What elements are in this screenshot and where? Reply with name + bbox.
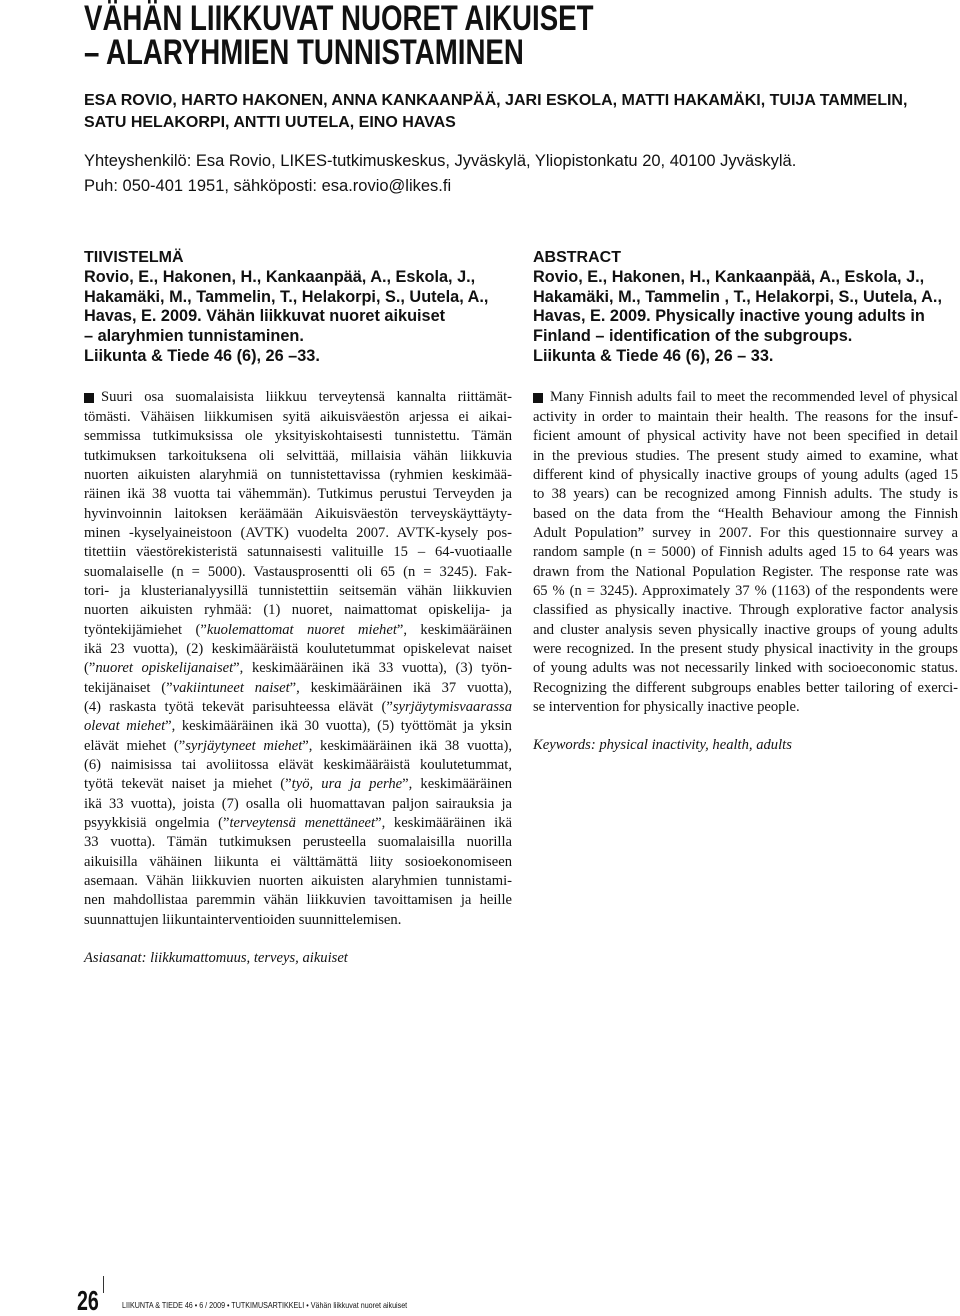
body-text-line: drawn from the National Population Register. The response rate was	[533, 563, 958, 580]
author-line: ESA ROVIO, HARTO HAKONEN, ANNA KANKAANPÄÄ, JARI ESKOLA, MATTI HAKAMÄKI, TUIJA TAMMELIN,	[84, 92, 908, 109]
body-text-line: activity in order to maintain their health. The reasons for the insuf-	[533, 408, 958, 425]
text-run: ”, keskimääräinen ikä	[375, 815, 512, 832]
contact-info	[84, 149, 796, 199]
title-line: – ALARYHMIEN TUNNISTAMINEN	[84, 33, 524, 72]
keywords: Keywords: physical inactivity, health, adults	[533, 736, 792, 753]
body-text-line: to 38 years) can be recognized among Finnish adults. The study is	[533, 486, 958, 503]
body-text-line: ficient amount of physical activity have not been specified in detail	[533, 428, 958, 445]
article-title	[84, 2, 593, 70]
citation	[533, 268, 958, 367]
body-text-line	[84, 814, 512, 833]
body-text-line: asemaan. Vähän liikkuvien nuorten aikuisten alaryhmien tunnistami-	[84, 873, 512, 890]
footer-rule	[103, 1276, 104, 1293]
body-text-line: semmissa tutkimuksissa ole yksityiskohtaisesti tunnistettu. Tämän	[84, 428, 512, 445]
abstract-body	[84, 388, 512, 930]
body-text-line: (6) naimisissa tai avoliitossa elävät keskimääräistä koulutetummat,	[84, 757, 512, 773]
text-run: elävät miehet (”	[84, 737, 186, 754]
section-heading: ABSTRACT	[533, 249, 621, 266]
citation-line: Finland – identification of the subgroups.	[533, 327, 853, 346]
body-text-line: based on the data from the “Health Behaviour among the Finnish	[533, 505, 958, 522]
author-list	[84, 90, 907, 134]
body-text-line: were recognized. In the present study physical inactivity in the groups	[533, 640, 958, 657]
section-heading: TIIVISTELMÄ	[84, 249, 184, 266]
abstract-body	[533, 388, 958, 717]
citation-line: Havas, E. 2009. Physically inactive young adults in	[533, 307, 925, 326]
body-text-line: different kind of physically inactive groups of young adults (aged 15	[533, 466, 958, 483]
italic-phrase: syrjäytyneet miehet	[185, 737, 303, 754]
body-text-line	[84, 775, 512, 794]
body-text-line: classified as physically inactive. Through explorative factor analysis	[533, 602, 958, 619]
body-text-line	[84, 717, 512, 736]
author-line: SATU HELAKORPI, ANTTI UUTELA, EINO HAVAS	[84, 114, 456, 131]
text-run: työtä tekevät naiset ja miehet (”	[84, 776, 292, 793]
citation-line: Hakamäki, M., Tammelin, T., Helakorpi, S., Uutela, A.,	[84, 287, 489, 306]
body-text	[533, 388, 958, 717]
tiivistelma-section	[84, 248, 512, 968]
text-run: ”, keskimääräinen ikä 30 vuotta), (5) työttömät ja yksin	[165, 718, 512, 735]
contact-line: Yhteyshenkilö: Esa Rovio, LIKES-tutkimuskeskus, Jyväskylä, Yliopistonkatu 20, 40100 Jyväskylä.	[84, 152, 797, 170]
body-text-line: Recognizing the different subgroups enables better tailoring of exerci-	[533, 679, 958, 696]
body-text-line: aikuisilla vähäinen liikunta ei välttämättä liity sosioekonomiseen	[84, 853, 512, 870]
body-text-line: Suuri osa suomalaisista liikkuu terveytensä kannalta riittämät-	[101, 389, 512, 406]
text-run: ”, keskimääräinen ikä 33 vuotta), (3) työn-	[233, 660, 513, 677]
contact-line: Puh: 050-401 1951, sähköposti: esa.rovio@likes.fi	[84, 177, 452, 195]
text-run: (”	[84, 660, 96, 677]
body-text-line: titettiin väestörekisteristä satunnaisesti valituille 15 – 64-vuotiaalle	[84, 544, 512, 561]
body-text-line: nen mahdollistaa paremmin vähän liikkuvien tavoittamisen ja heille	[84, 892, 512, 909]
title-line: VÄHÄN LIIKKUVAT NUORET AIKUISET	[84, 0, 594, 38]
keywords: Asiasanat: liikkumattomuus, terveys, aikuiset	[84, 949, 348, 966]
square-bullet-icon	[533, 393, 543, 403]
text-run: ”, keskimääräinen	[396, 621, 513, 638]
citation-line: Rovio, E., Hakonen, H., Kankaanpää, A., Eskola, J.,	[84, 267, 476, 286]
italic-phrase: vakiintuneet naiset	[172, 679, 290, 696]
body-text-line: 65 % (n = 3245). Approximately 37 % (1163) of the respondents were	[533, 582, 958, 599]
body-text-line: and cluster analysis seven physically inactive groups of young adults	[533, 621, 958, 638]
running-head: LIIKUNTA & TIEDE 46 • 6 / 2009 • TUTKIMUSARTIKKELI • Vähän liikkuvat nuoret aikuiset	[122, 1300, 408, 1310]
body-text-line: tutkimuksen tarkoituksena oli selvittää, millaisia vähän liikkuvia	[84, 447, 512, 464]
body-text-line	[84, 737, 512, 756]
body-text-line: in the previous studies. The present study aimed to examine, what	[533, 447, 958, 464]
body-text-line: Many Finnish adults fail to meet the recommended level of physical	[550, 389, 958, 406]
citation-line: Hakamäki, M., Tammelin , T., Helakorpi, S., Uutela, A.,	[533, 287, 942, 306]
text-run: ”, keskimääräinen ikä 38 vuotta),	[302, 737, 512, 754]
text-run: ”, keskimääräinen	[402, 776, 512, 793]
body-text-line: of young adults was not necessarily linked with socioeconomic status.	[533, 660, 958, 677]
italic-phrase: syrjäytymisvaarassa	[392, 698, 512, 715]
body-text-line: minen -kyselyaineistoon (AVTK) vuodelta 2007. AVTK-kysely pos-	[84, 524, 512, 541]
abstract-section	[533, 248, 958, 755]
body-text-line: räinen ikä 38 vuotta tai vähemmän). Tutkimus perustui Terveyden ja	[84, 486, 512, 503]
text-run: psyykkisiä ongelmia (”	[84, 815, 230, 832]
body-text-line	[84, 679, 512, 698]
body-text-line: nuorten aikuisten alaryhmiä on tunnistettavissa (ryhmien keskimää-	[84, 466, 512, 483]
body-text-line	[84, 698, 512, 717]
italic-phrase: olevat miehet	[84, 718, 166, 735]
text-run: (4) raskasta työtä tekevät parisuhteessa elävät (”	[84, 698, 393, 715]
citation-line: Rovio, E., Hakonen, H., Kankaanpää, A., Eskola, J.,	[533, 267, 925, 286]
body-text-line: suunnattujen liikuntainterventioiden suunnittelemisen.	[84, 911, 402, 928]
body-text-line	[84, 621, 512, 640]
body-text-line: tömästi. Vähäisen liikkumisen syitä aikuisväestön arjessa ei aikai-	[84, 408, 512, 425]
italic-phrase: kuolemattomat nuoret miehet	[206, 621, 397, 638]
italic-phrase: työ, ura ja perhe	[291, 776, 403, 793]
citation-line: Liikunta & Tiede 46 (6), 26 –33.	[84, 346, 320, 365]
italic-phrase: nuoret opiskelijanaiset	[95, 660, 234, 677]
body-text-line: 33 vuotta). Tämän tutkimuksen perusteella suomalaisilla nuorilla	[84, 834, 512, 851]
citation-line: Liikunta & Tiede 46 (6), 26 – 33.	[533, 346, 774, 365]
body-text-line: nuorten aikuisten ryhmää: (1) nuoret, naimattomat opiskelija- ja	[84, 602, 512, 619]
square-bullet-icon	[84, 393, 94, 403]
body-text-line	[84, 659, 512, 678]
body-text-line: se intervention for physically inactive people.	[533, 698, 800, 715]
citation-line: Havas, E. 2009. Vähän liikkuvat nuoret aikuiset	[84, 307, 446, 326]
italic-phrase: terveytensä menettäneet	[229, 815, 376, 832]
page-number: 26	[77, 1285, 99, 1316]
body-text-line: ikä 23 vuotta), (2) keskimääräistä koulutetummat opiskelevat naiset	[84, 640, 512, 657]
body-text-line: random sample (n = 5000) of Finnish adults aged 15 to 64 years was	[533, 544, 958, 561]
text-run: työntekijämiehet (”	[84, 621, 207, 638]
text-run: tekijänaiset (”	[84, 679, 173, 696]
citation-line: – alaryhmien tunnistaminen.	[84, 327, 304, 346]
citation	[84, 268, 512, 367]
body-text-line: suomalaiselle (n = 5000). Vastausprosentti oli 65 (n = 3245). Fak-	[84, 563, 512, 580]
body-text	[84, 388, 512, 930]
body-text-line: tori- ja klusterianalyysillä tunnistettiin seitsemän vähän liikkuvien	[84, 582, 512, 599]
body-text-line: hyvinvoinnin laitoksen keräämään Aikuisväestön terveyskäyttäyty-	[84, 505, 512, 522]
body-text-line: Adult Population” survey in 2007. For this questionnaire survey a	[533, 524, 958, 541]
body-text-line: ikä 33 vuotta), joista (7) osalla oli huomattavan paljon sairauksia ja	[84, 795, 512, 812]
text-run: ”, keskimääräinen ikä 37 vuotta),	[289, 679, 513, 696]
